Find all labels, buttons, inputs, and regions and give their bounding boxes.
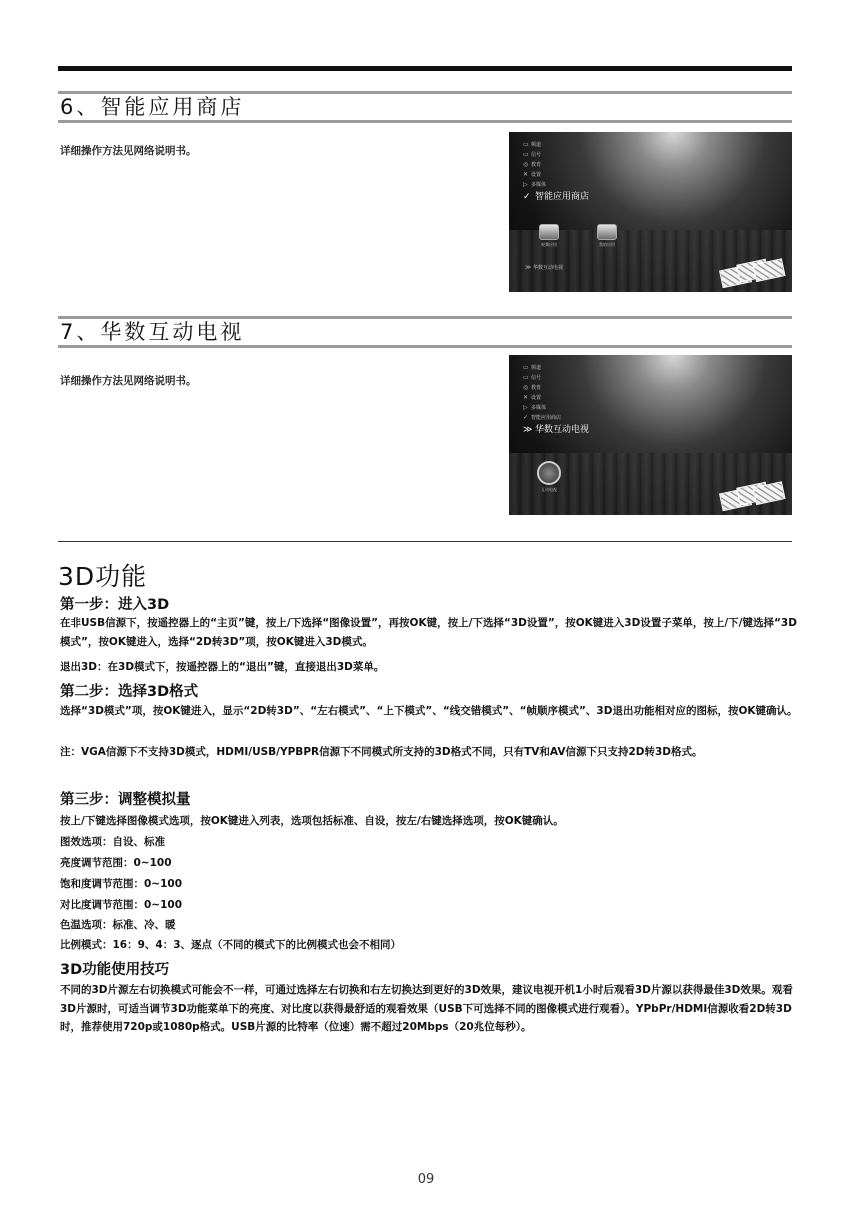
menu-item-education: ◎ 教育 [523,161,542,168]
tips-text: 不同的3D片源左右切换模式可能会不一样，可通过选择左右切换和右左切换达到更好的3D效果，建议电视开机1小时后观看3D片源以获得最佳3D效果。观看3D片源时，可适当调节3D功能菜单下的亮度、对比度以获得最舒适的观看效果（USB下可选择不同的图像模式进行观看）。YPbPr/HDMI信源收看2D转3D时，推荐使用720p或1080p格式。USB片源的比特率（位速）需不超过20Mbps（20兆位每秒）。 [60,984,793,1033]
menu-item-channel: ▭ 频道 [523,364,542,371]
menu-item-settings: ✕ 设置 [523,394,542,401]
app-store-icon: ✓ [523,414,529,421]
tips-heading: 3D功能使用技巧 [60,962,170,978]
tv-menu [523,363,589,437]
3d-section-heading: 3D功能 [58,562,148,591]
step2-note: 注：VGA信源下不支持3D模式，HDMI/USB/YPBPR信源下不同模式所支持的3D格式不同，只有TV和AV信源下只支持2D转3D格式。 [60,746,703,758]
menu-item-channel: ▭ 频道 [523,141,542,148]
multimedia-icon: ▷ [523,181,528,188]
section7-tv-screenshot [509,355,792,515]
menu-item-huashu-active: ≫ 华数互动电视 [523,425,590,435]
menu-item-huashu: ≫ 华数互动电视 [525,264,564,271]
page-number: 09 [417,1172,435,1187]
interactive-tv-icon [537,461,561,485]
menu-item-signal: ▭ 信号 [523,151,542,158]
my-app-icon [597,224,617,240]
menu-item-multimedia: ▷ 多媒体 [523,404,547,411]
tv-menu [523,140,589,204]
channel-icon: ▭ [523,141,529,148]
setting-line-saturation: 饱和度调节范围：0~100 [60,878,183,890]
section7-title: 7、华数互动电视 [58,316,792,348]
education-icon: ◎ [523,384,529,391]
menu-item-app-store: ✓ 智能应用商店 [523,414,562,421]
menu-item-signal: ▭ 信号 [523,374,542,381]
tile-video-apps: 视频应用 [539,224,559,248]
video-app-icon [539,224,559,240]
section6-description: 详细操作方法见网络说明书。 [60,145,197,157]
tile-my-apps: 我的应用 [597,224,617,248]
signal-icon: ▭ [523,374,529,381]
menu-item-app-store-active: ✓ 智能应用商店 [523,192,590,202]
setting-line-contrast: 对比度调节范围：0~100 [60,899,183,911]
education-icon: ◎ [523,161,529,168]
section6-title: 6、智能应用商店 [58,91,792,123]
settings-icon: ✕ [523,171,529,178]
menu-item-multimedia: ▷ 多媒体 [523,181,547,188]
huashu-icon: ≫ [525,264,532,271]
setting-line-aspect: 比例模式：16：9、4：3、逐点（不同的模式下的比例模式也会不相同） [60,939,402,951]
app-store-icon: ✓ [523,192,531,202]
signal-icon: ▭ [523,151,529,158]
top-rule [58,66,792,71]
multimedia-icon: ▷ [523,404,528,411]
step2-text: 选择“3D模式”项，按OK键进入，显示“2D转3D”、“左右模式”、“上下模式”、“线交错模式”、“帧顺序模式”、3D退出功能相对应的图标，按OK键确认。 [60,705,798,717]
step2-heading: 第二步：选择3D格式 [60,684,199,700]
tile-interactive-tv: 互动电视 [537,461,561,493]
menu-item-settings: ✕ 设置 [523,171,542,178]
section-divider [58,541,792,542]
section6-tv-screenshot [509,132,792,292]
setting-line-color-temp: 色温选项：标准、冷、暖 [60,919,176,931]
settings-icon: ✕ [523,394,529,401]
setting-line-brightness: 亮度调节范围：0~100 [60,857,172,869]
step1-text: 在非USB信源下，按遥控器上的“主页”键，按上/下选择“图像设置”，再按OK键，按上/下选择“3D设置”，按OK键进入3D设置子菜单，按上/下/键选择“3D模式”，按OK键进入，选择“2D转3D”项，按OK键进入3D模式。 [60,617,797,648]
step1-heading: 第一步：进入3D [60,597,170,613]
step3-heading: 第三步：调整模拟量 [60,792,191,808]
step1-exit-text: 退出3D：在3D模式下，按遥控器上的“退出”键，直接退出3D菜单。 [60,661,385,673]
section7-description: 详细操作方法见网络说明书。 [60,375,197,387]
channel-icon: ▭ [523,364,529,371]
huashu-icon: ≫ [523,425,533,435]
menu-item-education: ◎ 教育 [523,384,542,391]
step3-text: 按上/下键选择图像模式选项，按OK键进入列表，选项包括标准、自设，按左/右键选择选项，按OK键确认。 [60,815,564,827]
setting-line-effect: 图效选项：自设、标准 [60,836,165,848]
